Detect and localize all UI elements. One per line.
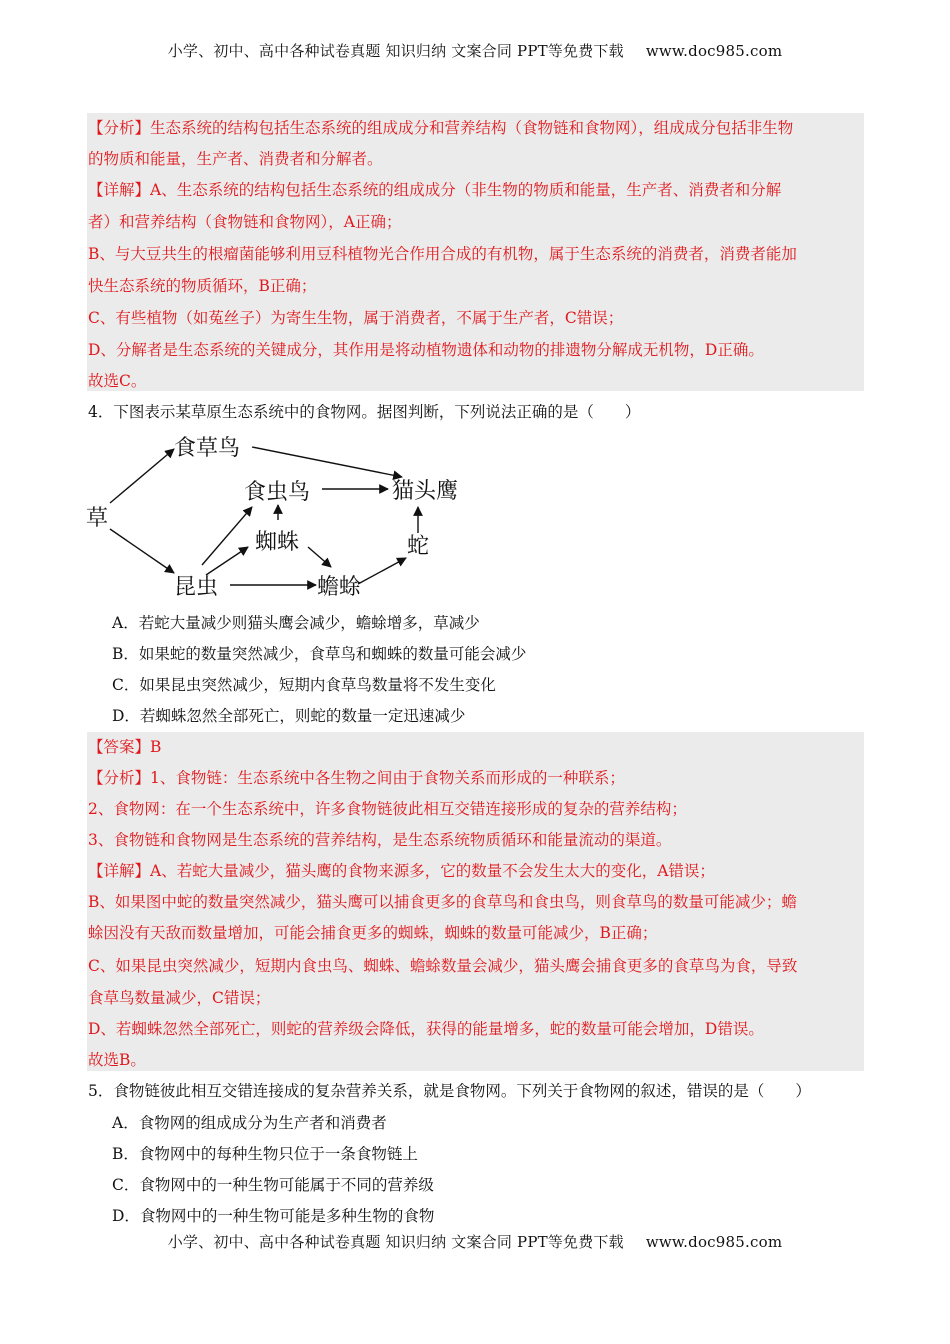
q4-answer: 【答案】B — [88, 738, 162, 756]
q5-option-c: C．食物网中的一种生物可能属于不同的营养级 — [112, 1176, 434, 1194]
q4-detail-line-6: D、若蜘蛛忽然全部死亡，则蛇的营养级会降低，获得的能量增多，蛇的数量可能会增加，D错误。 — [88, 1020, 764, 1038]
arrow-spider-to-toad — [308, 547, 331, 567]
q4-option-d: D．若蜘蛛忽然全部死亡，则蛇的数量一定迅速减少 — [112, 707, 466, 725]
q4-option-b: B．如果蛇的数量突然减少，食草鸟和蜘蛛的数量可能会减少 — [112, 645, 527, 663]
q4-detail-line-3: 蜍因没有天敌而数量增加，可能会捕食更多的蜘蛛，蜘蛛的数量可能减少，B正确； — [88, 924, 658, 942]
q3-detail-line-3: B、与大豆共生的根瘤菌能够利用豆科植物光合作用合成的有机物，属于生态系统的消费者，消费者能加 — [88, 245, 797, 263]
q4-analysis-line-1: 【分析】1、食物链：生态系统中各生物之间由于食物关系而形成的一种联系； — [88, 769, 625, 787]
node-toad: 蟾蜍 — [317, 575, 362, 600]
arrow-toad-to-snake — [358, 558, 406, 584]
node-insect: 昆虫 — [174, 575, 219, 600]
footer-text: 小学、初中、高中各种试卷真题 知识归纳 文案合同 PPT等免费下载 — [167, 1233, 624, 1251]
q5-stem: 5．食物链彼此相互交错连接成的复杂营养关系，就是食物网。下列关于食物网的叙述，错误的是（ ） — [88, 1082, 811, 1100]
q4-analysis-line-3: 3、食物链和食物网是生态系统的营养结构，是生态系统物质循环和能量流动的渠道。 — [88, 831, 672, 849]
node-grass: 草 — [86, 506, 109, 531]
q4-option-c: C．如果昆虫突然减少，短期内食草鸟数量将不发生变化 — [112, 676, 496, 694]
q3-detail-line-5: C、有些植物（如菟丝子）为寄生生物，属于消费者，不属于生产者，C错误； — [88, 309, 624, 327]
q4-analysis-line-2: 2、食物网：在一个生态系统中，许多食物链彼此相互交错连接形成的复杂的营养结构； — [88, 800, 687, 818]
arrow-grass-to-insect — [110, 529, 174, 573]
arrow-grass-to-grassbird — [110, 449, 174, 503]
q3-analysis-line-1: 【分析】生态系统的结构包括生态系统的组成成分和营养结构（食物链和食物网），组成成分包括非生物 — [88, 119, 794, 137]
q4-conclusion: 故选B。 — [88, 1051, 146, 1069]
q3-detail-line-6: D、分解者是生态系统的关键成分，其作用是将动植物遗体和动物的排遗物分解成无机物，D正确。 — [88, 341, 764, 359]
arrow-insect-to-spider — [206, 547, 248, 575]
q4-detail-line-1: 【详解】A、若蛇大量减少，猫头鹰的食物来源多，它的数量不会发生太大的变化，A错误； — [88, 862, 715, 880]
page-footer — [0, 1231, 950, 1252]
node-spider: 蜘蛛 — [255, 530, 300, 555]
q3-detail-line-4: 快生态系统的物质循环，B正确； — [88, 277, 317, 295]
q4-option-a: A．若蛇大量减少则猫头鹰会减少，蟾蜍增多，草减少 — [112, 614, 480, 632]
q4-detail-line-2: B、如果图中蛇的数量突然减少，猫头鹰可以捕食更多的食草鸟和食虫鸟，则食草鸟的数量可能减少；蟾 — [88, 893, 797, 911]
q3-detail-line-1: 【详解】A、生态系统的结构包括生态系统的组成成分（非生物的物质和能量，生产者、消费者和分解 — [88, 181, 782, 199]
q3-conclusion: 故选C。 — [88, 372, 147, 390]
food-web-diagram — [84, 425, 484, 605]
q5-option-a: A．食物网的组成成分为生产者和消费者 — [112, 1114, 387, 1132]
footer-site: www.doc985.com — [645, 1233, 783, 1251]
arrow-grassbird-to-owl — [252, 447, 402, 477]
q3-analysis-line-2: 的物质和能量，生产者、消费者和分解者。 — [88, 150, 383, 168]
node-insect-bird: 食虫鸟 — [244, 480, 311, 505]
q4-detail-line-5: 食草鸟数量减少，C错误； — [88, 989, 271, 1007]
header-text: 小学、初中、高中各种试卷真题 知识归纳 文案合同 PPT等免费下载 — [167, 42, 624, 60]
q3-detail-line-2: 者）和营养结构（食物链和食物网），A正确； — [88, 213, 402, 231]
arrow-insect-to-insectbird — [202, 507, 252, 565]
page-header — [0, 40, 950, 61]
q5-option-b: B．食物网中的每种生物只位于一条食物链上 — [112, 1145, 418, 1163]
node-owl: 猫头鹰 — [392, 479, 459, 504]
q4-stem: 4．下图表示某草原生态系统中的食物网。据图判断，下列说法正确的是（ ） — [88, 403, 641, 421]
node-snake: 蛇 — [407, 534, 430, 559]
header-site: www.doc985.com — [645, 42, 783, 60]
q4-detail-line-4: C、如果昆虫突然减少，短期内食虫鸟、蜘蛛、蟾蜍数量会减少，猫头鹰会捕食更多的食草鸟为食，导致 — [88, 957, 798, 975]
node-grass-bird: 食草鸟 — [174, 436, 241, 461]
q5-option-d: D．食物网中的一种生物可能是多种生物的食物 — [112, 1207, 435, 1225]
